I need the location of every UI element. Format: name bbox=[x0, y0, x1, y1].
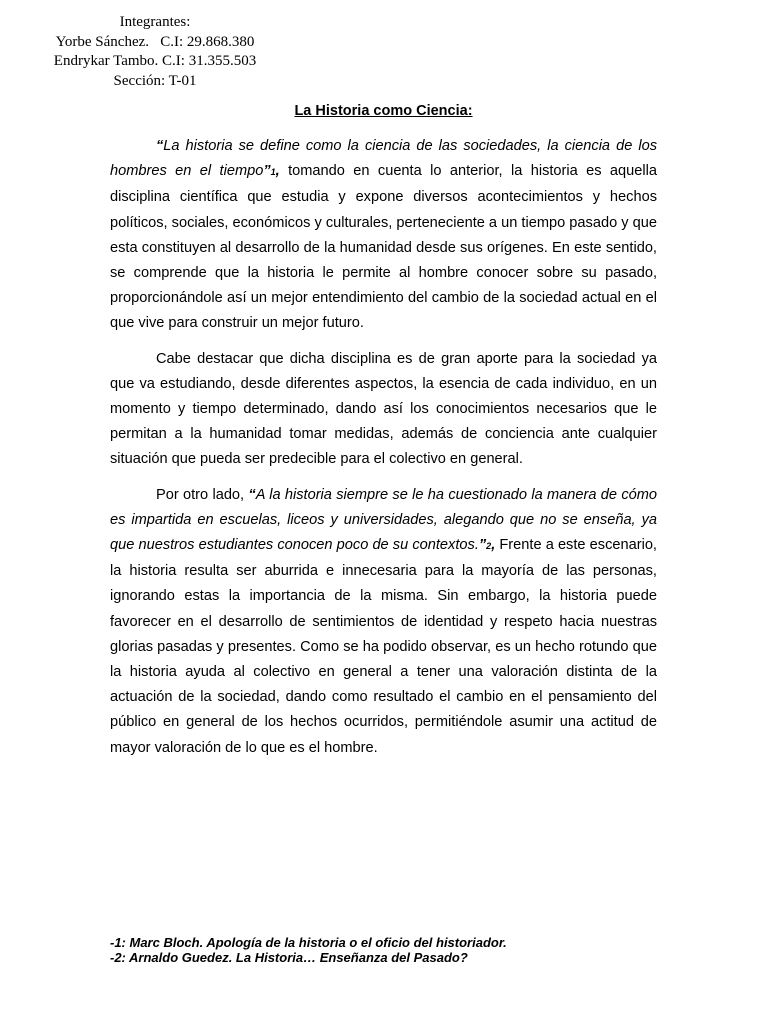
quote-2: A la historia siempre se le ha cuestionado la manera de cómo es impartida en escuelas, liceos y universidades, alegando que no se enseña, ya que nuestros estudiantes conocen poco de su contextos. bbox=[110, 486, 658, 554]
paragraph-3-text: Frente a este escenario, la historia resulta ser aburrida e innecesaria para la mayoría de las personas, ignorando estas la importancia de la misma. Sin embargo, la historia puede favorecer en el desarrollo de sentimientos de identidad y respeto hacia nuestras glorias pasadas y presentes. Como se ha podido observar, es un hecho rotundo que la historia ayuda al colectivo en general a tener una valoración distinta de la actuación de la sociedad, dando como resultado el cambio en el pensamiento del público en general de los hechos ocurridos, permitiéndole asumir una actitud de mayor valoración de lo que es el hombre. bbox=[110, 537, 657, 756]
close-quote-2: ” bbox=[478, 537, 487, 554]
paragraph-1 bbox=[110, 134, 657, 337]
footnote-ref-1: 1 bbox=[270, 167, 276, 178]
open-quote-1: “ bbox=[156, 138, 164, 154]
paragraph-1-text: tomando en cuenta lo anterior, la historia es aquella disciplina científica que estudia y expone diversos acontecimientos y hechos políticos, sociales, económicos y culturales, perteneciente a un tiempo pasado y que esta constituyen al desarrollo de la humanidad desde sus orígenes. En este sentido, se comprende que la historia le permite al hombre conocer sobre su pasado, proporcionándole así un mejor entendimiento del cambio de la sociedad actual en el que vive para construir un mejor futuro. bbox=[110, 163, 658, 332]
footnote-1: -1: Marc Bloch. Apología de la historia o el oficio del historiador. bbox=[110, 935, 507, 950]
footnotes bbox=[110, 935, 670, 965]
header-line-student-1: Yorbe Sánchez. C.I: 29.868.380 bbox=[55, 33, 255, 50]
header-line-members: Integrantes: bbox=[119, 14, 191, 30]
close-quote-1: ” bbox=[263, 163, 271, 180]
footnote-2: -2: Arnaldo Guedez. La Historia… Enseñanza del Pasado? bbox=[110, 950, 468, 965]
quote-1: La historia se define como la ciencia de las sociedades, la ciencia de los hombres en el tiempo bbox=[110, 138, 657, 180]
document-body bbox=[110, 134, 657, 771]
header-line-student-2: Endrykar Tambo. C.I: 31.355.503 bbox=[53, 53, 257, 69]
paragraph-2-text: Cabe destacar que dicha disciplina es de gran aporte para la sociedad ya que va estudiando, desde diferentes aspectos, la esencia de cada individuo, en un momento y tiempo determinado, dando así los conocimientos necesarios que le permitan a la humanidad tomar medidas, además de conciencia ante cualquier situación que pueda ser predecible para el colectivo en general. bbox=[110, 350, 657, 468]
paragraph-2 bbox=[110, 347, 657, 473]
open-quote-2: “ bbox=[248, 486, 256, 503]
paragraph-3-lead: Por otro lado, bbox=[156, 486, 249, 503]
footnote-ref-comma-1: , bbox=[275, 163, 280, 180]
paragraph-3 bbox=[110, 483, 657, 761]
footnote-ref-comma-2: , bbox=[491, 537, 496, 554]
student-info-header bbox=[40, 13, 270, 91]
document-title: La Historia como Ciencia: bbox=[294, 103, 473, 119]
header-line-section: Sección: T-01 bbox=[113, 72, 197, 89]
footnote-ref-2: 2 bbox=[486, 541, 492, 552]
